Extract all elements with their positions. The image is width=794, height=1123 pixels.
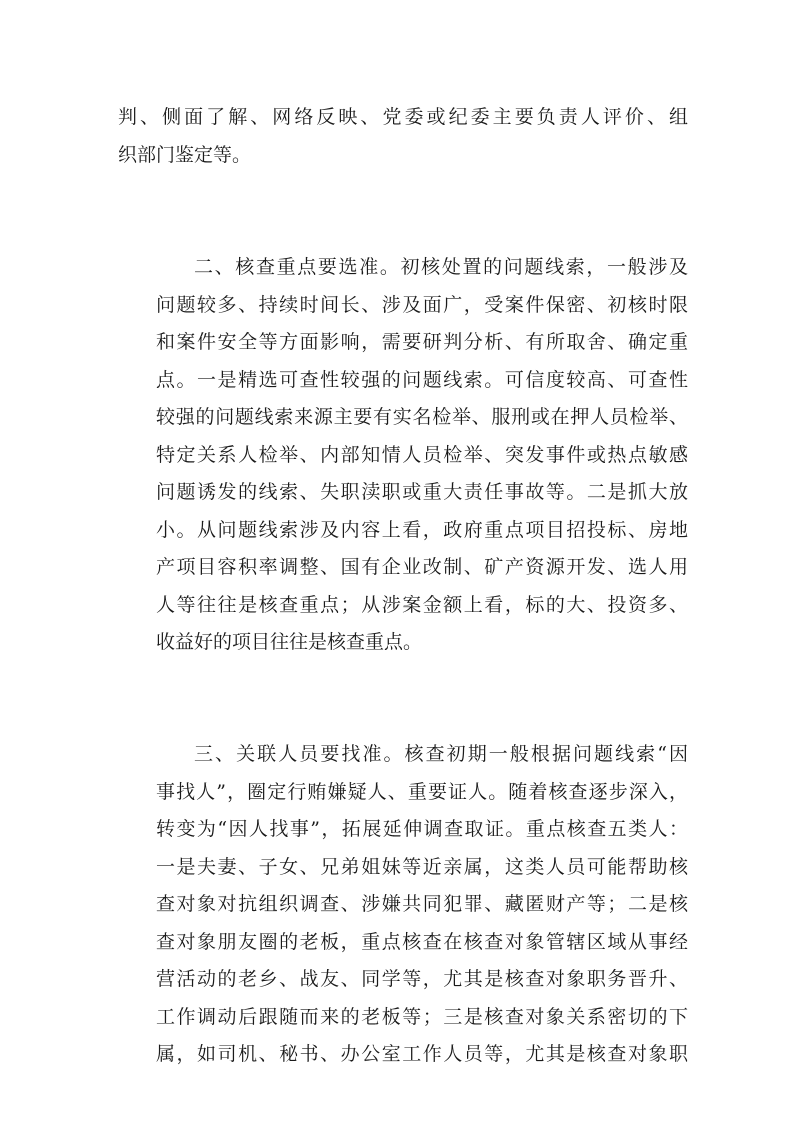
paragraph-2 — [118, 249, 688, 662]
paragraph-line: 问题较多、持续时间长、涉及面广，受案件保密、初核时限 — [156, 293, 688, 316]
paragraph-line: 织部门鉴定等。 — [118, 143, 252, 166]
paragraph-line: 二、核查重点要选准。初核处置的问题线索，一般涉及 — [194, 256, 688, 278]
paragraph-line: 产项目容积率调整、国有企业改制、矿产资源开发、选人用 — [156, 556, 688, 578]
paragraph-line: 转变为“因人找事”，拓展延伸调查取证。重点核查五类人： — [156, 818, 688, 840]
paragraph-line: 营活动的老乡、战友、同学等，尤其是核查对象职务晋升、 — [156, 968, 688, 990]
paragraph-line: 事找人”，圈定行贿嫌疑人、重要证人。随着核查逐步深入， — [156, 780, 688, 803]
paragraph-line: 三、关联人员要找准。核查初期一般根据问题线索“因 — [194, 743, 688, 765]
paragraph-line: 属，如司机、秘书、办公室工作人员等，尤其是核查对象职 — [156, 1043, 688, 1065]
paragraph-line: 和案件安全等方面影响，需要研判分析、有所取舍、确定重 — [156, 331, 688, 353]
paragraph-line: 点。一是精选可查性较强的问题线索。可信度较高、可查性 — [156, 368, 688, 391]
paragraph-line: 判、侧面了解、网络反映、党委或纪委主要负责人评价、组 — [118, 106, 688, 128]
paragraph-line: 问题诱发的线索、失职渎职或重大责任事故等。二是抓大放 — [156, 481, 688, 503]
paragraph-line: 小。从问题线索涉及内容上看，政府重点项目招投标、房地 — [156, 518, 688, 541]
paragraph-line: 较强的问题线索来源主要有实名检举、服刑或在押人员检举、 — [156, 406, 688, 428]
paragraph-line: 特定关系人检举、内部知情人员检举、突发事件或热点敏感 — [156, 443, 688, 466]
paragraph-line: 一是夫妻、子女、兄弟姐妹等近亲属，这类人员可能帮助核 — [156, 855, 688, 878]
paragraph-line: 人等往往是核查重点；从涉案金额上看，标的大、投资多、 — [156, 593, 688, 616]
paragraph-line: 查对象朋友圈的老板，重点核查在核查对象管辖区域从事经 — [156, 930, 688, 953]
paragraph-3 — [118, 736, 688, 1074]
paragraph-line: 收益好的项目往往是核查重点。 — [156, 631, 423, 653]
paragraph-1 — [118, 99, 688, 174]
paragraph-line: 查对象对抗组织调查、涉嫌共同犯罪、藏匿财产等；二是核 — [156, 893, 688, 915]
paragraph-line: 工作调动后跟随而来的老板等；三是核查对象关系密切的下 — [156, 1005, 688, 1028]
